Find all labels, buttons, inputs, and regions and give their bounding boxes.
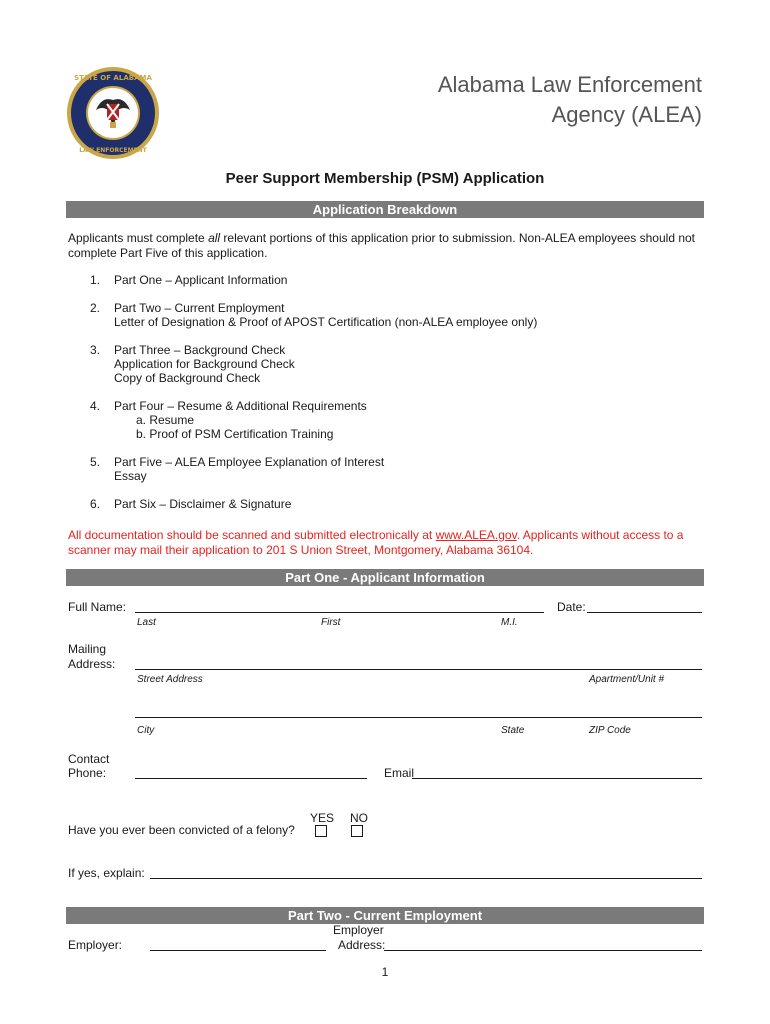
item-sub: b. Proof of PSM Certification Training bbox=[136, 427, 334, 441]
item-number: 1. bbox=[90, 273, 101, 287]
caption-last: Last bbox=[137, 617, 156, 628]
item-sub: Copy of Background Check bbox=[114, 371, 261, 385]
contact-phone-field[interactable] bbox=[135, 778, 367, 779]
intro-emphasis: all bbox=[208, 231, 221, 245]
alea-seal-logo bbox=[66, 66, 160, 160]
intro-text-1: Applicants must complete bbox=[68, 231, 209, 245]
list-item bbox=[68, 455, 537, 483]
employer-field[interactable] bbox=[150, 950, 326, 951]
parts-list bbox=[68, 273, 537, 525]
item-title: Part Six – Disclaimer & Signature bbox=[114, 497, 292, 511]
mailing-label-2: Address: bbox=[68, 657, 116, 671]
caption-city: City bbox=[137, 725, 155, 736]
item-title: Part Four – Resume & Additional Requirements bbox=[114, 399, 367, 413]
street-address-field[interactable] bbox=[135, 669, 702, 670]
caption-mi: M.I. bbox=[501, 617, 518, 628]
item-number: 2. bbox=[90, 301, 101, 315]
svg-text:LAW ENFORCEMENT: LAW ENFORCEMENT bbox=[79, 147, 147, 154]
agency-line-2: Agency (ALEA) bbox=[551, 102, 702, 127]
item-title: Part Three – Background Check bbox=[114, 343, 286, 357]
svg-text:STATE OF ALABAMA: STATE OF ALABAMA bbox=[74, 74, 152, 82]
email-field[interactable] bbox=[412, 778, 702, 779]
felony-no-checkbox[interactable] bbox=[351, 825, 363, 837]
list-item bbox=[68, 399, 537, 441]
banner-part-two: Part Two - Current Employment bbox=[66, 907, 704, 924]
employer-address-label-1: Employer bbox=[333, 923, 384, 937]
employer-address-label-2: Address: bbox=[338, 938, 386, 952]
caption-first: First bbox=[321, 617, 341, 628]
mailing-label-1: Mailing bbox=[68, 642, 107, 656]
date-label: Date: bbox=[557, 600, 586, 614]
date-field[interactable] bbox=[587, 612, 702, 613]
full-name-field[interactable] bbox=[135, 612, 544, 613]
item-number: 4. bbox=[90, 399, 101, 413]
item-sub: a. Resume bbox=[136, 413, 195, 427]
intro-text-2: relevant portions of this application prior to submission. Non-ALEA employees should not complete Part Five of this application. bbox=[68, 231, 696, 260]
explain-label: If yes, explain: bbox=[68, 866, 145, 880]
agency-line-1: Alabama Law Enforcement bbox=[437, 72, 702, 97]
caption-apt: Apartment/Unit # bbox=[589, 674, 665, 685]
item-title: Part Five – ALEA Employee Explanation of Interest bbox=[114, 455, 385, 469]
contact-label-1: Contact bbox=[68, 752, 110, 766]
caption-state: State bbox=[501, 725, 525, 736]
felony-yes-checkbox[interactable] bbox=[315, 825, 327, 837]
item-number: 6. bbox=[90, 497, 101, 511]
no-label: NO bbox=[350, 811, 368, 825]
city-state-zip-field[interactable] bbox=[135, 717, 702, 718]
item-title: Part One – Applicant Information bbox=[114, 273, 288, 287]
email-label: Email bbox=[384, 766, 415, 780]
banner-application-breakdown: Application Breakdown bbox=[66, 201, 704, 218]
banner-part-one: Part One - Applicant Information bbox=[66, 569, 704, 586]
alea-website-link[interactable]: www.ALEA.gov bbox=[435, 528, 517, 542]
submission-notice bbox=[68, 528, 708, 558]
list-item bbox=[68, 273, 537, 287]
full-name-label: Full Name: bbox=[68, 600, 127, 614]
list-item bbox=[68, 343, 537, 385]
employer-address-field[interactable] bbox=[384, 950, 702, 951]
yes-label: YES bbox=[310, 811, 335, 825]
form-title: Peer Support Membership (PSM) Application bbox=[225, 170, 545, 187]
item-title: Part Two – Current Employment bbox=[114, 301, 285, 315]
page-number: 1 bbox=[381, 965, 389, 979]
notice-text-1: All documentation should be scanned and submitted electronically at bbox=[68, 528, 436, 542]
item-sub: Letter of Designation & Proof of APOST Certification (non-ALEA employee only) bbox=[114, 315, 538, 329]
list-item bbox=[68, 497, 537, 511]
item-number: 3. bbox=[90, 343, 101, 357]
item-sub: Essay bbox=[114, 469, 147, 483]
breakdown-intro bbox=[68, 231, 708, 261]
item-number: 5. bbox=[90, 455, 101, 469]
list-item bbox=[68, 301, 537, 329]
felony-question: Have you ever been convicted of a felony? bbox=[68, 823, 295, 837]
agency-name bbox=[438, 70, 702, 130]
caption-zip: ZIP Code bbox=[589, 725, 631, 736]
explain-field[interactable] bbox=[150, 878, 702, 879]
notice-text-2: . Applicants without access to a scanner may mail their application to 201 S Union Street, Montgomery, Alabama 36104. bbox=[68, 528, 684, 557]
item-sub: Application for Background Check bbox=[114, 357, 295, 371]
caption-street: Street Address bbox=[137, 674, 203, 685]
employer-label: Employer: bbox=[68, 938, 123, 952]
contact-label-2: Phone: bbox=[68, 766, 107, 780]
